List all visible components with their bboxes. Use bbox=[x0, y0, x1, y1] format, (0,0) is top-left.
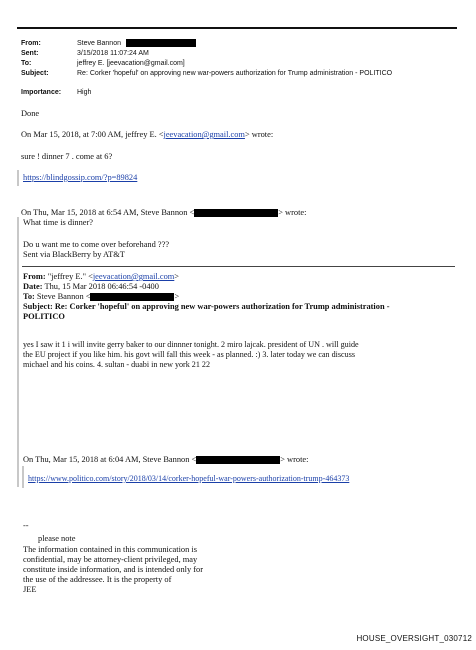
quote-bar bbox=[22, 466, 24, 488]
redaction-box bbox=[194, 209, 278, 217]
redaction-box bbox=[126, 39, 196, 47]
redaction-box bbox=[90, 293, 174, 301]
forward-to-label: To: bbox=[23, 292, 35, 301]
signature-line2: confidential, may be attorney-client privileged, may bbox=[23, 555, 198, 564]
forward-from-label: From: bbox=[23, 272, 46, 281]
header-subject-value: Re: Corker 'hopeful' on approving new war-powers authorization for Trump administration - POLITICO bbox=[77, 70, 393, 77]
header-to-value: jeffrey E. [jeevacation@gmail.com] bbox=[77, 60, 185, 67]
quote3-intro bbox=[23, 455, 308, 465]
forward-from-pre: "jeffrey E." < bbox=[47, 272, 93, 281]
forward-body-line3: michael and his coins. 4. sultan - duabi in new york 21 22 bbox=[23, 360, 211, 369]
signature-line5: JEE bbox=[23, 585, 37, 594]
quote3-intro-post: > wrote: bbox=[280, 455, 309, 464]
quote2-intro bbox=[21, 208, 306, 218]
politico-link[interactable]: https://www.politico.com/story/2018/03/14/corker-hopeful-war-powers-authorization-trump-464373 bbox=[28, 474, 350, 483]
signature-line1: The information contained in this communication is bbox=[23, 545, 197, 554]
reply-text: Done bbox=[21, 109, 40, 118]
header-from-label: From: bbox=[21, 40, 41, 47]
header-sent-value: 3/15/2018 11:07:24 AM bbox=[77, 50, 149, 57]
forward-from-row bbox=[23, 272, 179, 282]
quote1-intro-pre: On Mar 15, 2018, at 7:00 AM, jeffrey E. < bbox=[21, 130, 164, 139]
header-to-label: To: bbox=[21, 60, 32, 67]
forward-date-label: Date: bbox=[23, 282, 43, 291]
quote1-intro-post: > wrote: bbox=[244, 130, 274, 139]
header-from-value: Steve Bannon bbox=[77, 40, 121, 47]
quote3-intro-pre: On Thu, Mar 15, 2018 at 6:04 AM, Steve Bannon < bbox=[23, 455, 197, 464]
quote1-text: sure ! dinner 7 . come at 6? bbox=[21, 152, 113, 161]
signature-line4: the use of the addressee. It is the property of bbox=[23, 575, 172, 584]
quote1-email-link[interactable]: jeevacation@gmail.com bbox=[163, 130, 245, 139]
forward-divider bbox=[22, 266, 455, 267]
quote2-line2: Do u want me to come over beforehand ??? bbox=[23, 240, 170, 249]
forward-subject-line2-text: POLITICO bbox=[23, 312, 65, 321]
forward-to-row bbox=[23, 292, 179, 302]
redaction-box bbox=[196, 456, 280, 464]
forward-body-line2: the EU project if you like him. his govt will fall this week - as planned. :) 3. later today we can discuss bbox=[23, 350, 355, 359]
quote-bar bbox=[17, 217, 19, 487]
forward-to-value: Steve Bannon < bbox=[36, 292, 91, 301]
header-sent-label: Sent: bbox=[21, 50, 39, 57]
forward-to-post: > bbox=[174, 292, 180, 301]
signature-please-note: please note bbox=[38, 534, 76, 543]
blindgossip-link[interactable]: https://blindgossip.com/?p=89824 bbox=[23, 173, 138, 182]
signature-line3: constitute inside information, and is intended only for bbox=[23, 565, 204, 574]
quote-bar bbox=[17, 170, 19, 186]
forward-subject-line1: Re: Corker 'hopeful' on approving new war-powers authorization for Trump administration - bbox=[54, 302, 390, 311]
forward-body-line1: yes I saw it 1 i will invite gerry baker to our dinnner tonight. 2 miro lajcak. president of UN . will guide bbox=[23, 340, 359, 349]
forward-date-row bbox=[23, 282, 159, 292]
signature-dashes: -- bbox=[23, 521, 29, 530]
forward-subject-line2 bbox=[23, 312, 65, 322]
forward-from-post: > bbox=[174, 272, 180, 281]
forward-subject-label: Subject: bbox=[23, 302, 53, 311]
header-from-value-wrap bbox=[77, 39, 196, 48]
quote1-intro bbox=[21, 130, 273, 140]
header-importance-value: High bbox=[77, 89, 92, 96]
forward-date-value: Thu, 15 Mar 2018 06:46:54 -0400 bbox=[44, 282, 159, 291]
quote2-intro-pre: On Thu, Mar 15, 2018 at 6:54 AM, Steve Bannon < bbox=[21, 208, 195, 217]
header-importance-label: Importance: bbox=[21, 89, 62, 96]
header-subject-label: Subject: bbox=[21, 70, 49, 77]
quote2-line1: What time is dinner? bbox=[23, 218, 94, 227]
forward-subject-row bbox=[23, 302, 390, 312]
quote2-line3: Sent via BlackBerry by AT&T bbox=[23, 250, 125, 259]
header-top-rule bbox=[17, 27, 457, 29]
forward-from-email-link[interactable]: jeevacation@gmail.com bbox=[92, 272, 175, 281]
quote2-intro-post: > wrote: bbox=[278, 208, 307, 217]
bates-number: HOUSE_OVERSIGHT_030712 bbox=[356, 634, 472, 643]
